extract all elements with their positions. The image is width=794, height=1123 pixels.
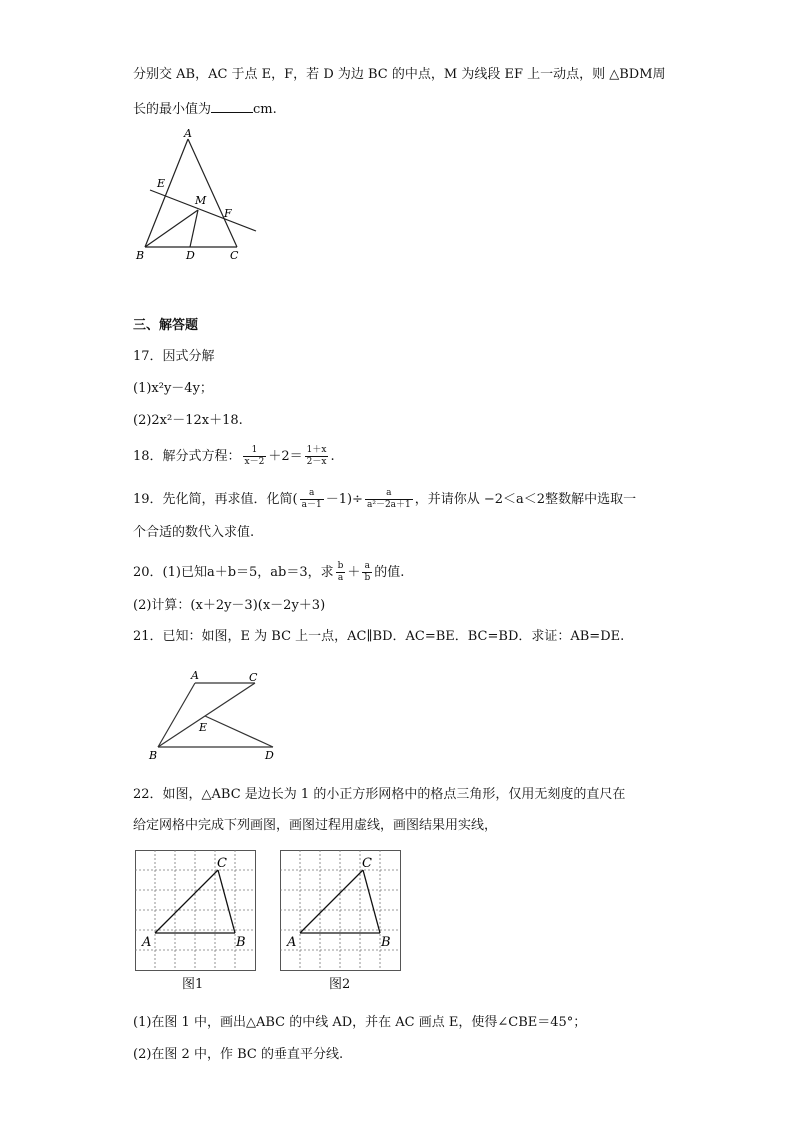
label-C: C <box>217 856 227 871</box>
q20-part2: (2)计算：(x＋2y－3)(x－2y＋3) <box>133 598 326 613</box>
label-A: A <box>184 127 192 140</box>
figure-2-caption: 图2 <box>329 977 351 992</box>
label-F: F <box>224 207 232 220</box>
label-B: B <box>149 749 158 762</box>
label-A: A <box>287 935 297 950</box>
q20-suffix: 的值. <box>374 565 405 580</box>
label-D: D <box>186 249 195 262</box>
q20-plus: ＋ <box>347 565 361 580</box>
q18-mid: ＋2＝ <box>268 449 303 464</box>
label-B: B <box>381 935 391 950</box>
q16-line1: 分别交 AB，AC 于点 E，F，若 D 为边 BC 的中点，M 为线段 EF 上一动点，则 △BDM周 <box>133 67 666 82</box>
q17-title: 17．因式分解 <box>133 349 215 364</box>
label-D: D <box>265 749 274 762</box>
q18-fraction-1: $\frac{1}{x-2}$ <box>244 445 265 467</box>
figure-triangle-abc <box>130 125 260 265</box>
q20-fraction-2: $\frac{a}{b}$ <box>364 561 371 583</box>
q20-line1 <box>133 561 404 584</box>
q19-suffix: ，并请你从 −2＜a＜2整数解中选取一 <box>414 492 637 507</box>
grid-figure-2 <box>280 850 404 975</box>
grid-figure-1 <box>135 850 259 975</box>
q16-unit: cm. <box>253 102 277 117</box>
q19-fraction-2: $\frac{a}{\text{a²－2a＋1}}$ <box>366 488 411 510</box>
figure-1-caption: 图1 <box>182 977 204 992</box>
label-A: A <box>142 935 152 950</box>
q22-line2: 给定网格中完成下列画图，画图过程用虚线，画图结果用实线， <box>133 818 498 833</box>
q17-part2: (2)2x²－12x＋18. <box>133 413 243 428</box>
q18 <box>133 445 335 468</box>
label-C: C <box>249 671 258 684</box>
q18-end: . <box>330 449 335 464</box>
label-A: A <box>191 669 199 682</box>
answer-blank <box>211 100 253 113</box>
q22-line1: 22．如图，△ABC 是边长为 1 的小正方形网格中的格点三角形，仅用无刻度的直尺在 <box>133 787 626 802</box>
q16-line2 <box>133 100 277 119</box>
q19-mid: －1)÷ <box>325 492 363 507</box>
figure-q21 <box>145 665 285 765</box>
label-E: E <box>199 721 208 734</box>
q22-part1: (1)在图 1 中，画出△ABC 的中线 AD，并在 AC 画点 E，使得∠CBE＝45°； <box>133 1015 587 1030</box>
label-M: M <box>195 194 207 207</box>
q19-fraction-1: $\frac{a}{a-1}$ <box>301 488 322 510</box>
q16-line2-text: 长的最小值为 <box>133 102 212 117</box>
q17-part1: (1)x²y－4y； <box>133 381 213 396</box>
grid-lines <box>135 850 255 970</box>
label-C: C <box>362 856 372 871</box>
q19-prefix: 19．先化简，再求值．化简( <box>133 492 298 507</box>
label-B: B <box>236 935 246 950</box>
q19-line1 <box>133 488 636 511</box>
q22-part2: (2)在图 2 中，作 BC 的垂直平分线. <box>133 1047 344 1062</box>
label-B: B <box>136 249 145 262</box>
q21-text: 21．已知：如图，E 为 BC 上一点，AC∥BD．AC=BE．BC=BD．求证：AB=DE. <box>133 629 625 644</box>
label-E: E <box>157 177 166 190</box>
q20-fraction-1: $\frac{b}{a}$ <box>337 561 344 583</box>
grid-lines <box>280 850 400 970</box>
label-C: C <box>230 249 239 262</box>
q19-line2: 个合适的数代入求值. <box>133 525 255 540</box>
q18-prefix: 18．解分式方程： <box>133 449 241 464</box>
q18-fraction-2: $\frac{1+x}{2-x}$ <box>306 445 327 467</box>
q20-prefix: 20．(1)已知a＋b＝5，ab＝3，求 <box>133 565 334 580</box>
section-heading: 三、解答题 <box>133 318 199 333</box>
